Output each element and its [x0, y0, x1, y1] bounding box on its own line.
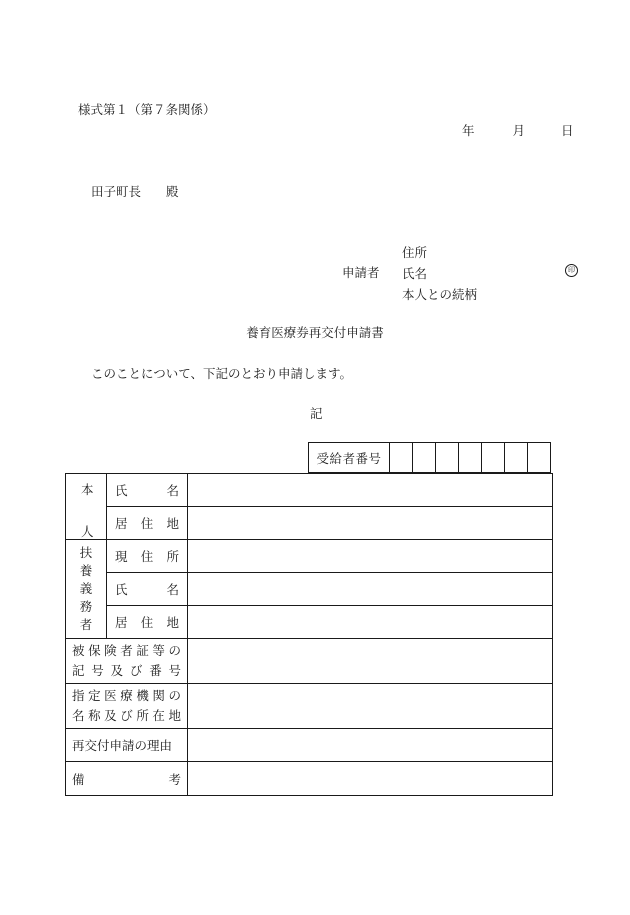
- honnin-residence-field[interactable]: [188, 507, 553, 540]
- body-text: このことについて、下記のとおり申請します。: [91, 366, 353, 381]
- addressee: 田子町長 殿: [91, 184, 179, 199]
- label-line: 被 保 険 者 証 等 の: [72, 643, 181, 658]
- recipient-digit-box[interactable]: [482, 443, 505, 473]
- recipient-digit-box[interactable]: [505, 443, 528, 473]
- applicant-label: 申請者: [342, 265, 380, 280]
- date-line: [462, 121, 573, 139]
- fuyo-name-label: 氏 名: [107, 573, 188, 606]
- date-month-label: 月: [512, 123, 525, 138]
- recipient-digit-box[interactable]: [528, 443, 551, 473]
- reissue-reason-label: 再交付申請の理由: [66, 729, 188, 762]
- insurance-number-label: [66, 639, 188, 684]
- label-line: 記 号 及 び 番 号: [72, 663, 181, 678]
- reissue-reason-field[interactable]: [188, 729, 553, 762]
- applicant-relationship-label: 本人との続柄: [402, 287, 478, 302]
- recipient-digit-box[interactable]: [413, 443, 436, 473]
- medical-institution-field[interactable]: [188, 684, 553, 729]
- applicant-fields: [402, 242, 477, 305]
- recipient-number-label: 受給者番号: [309, 443, 390, 473]
- fuyo-gimusha-header: 扶 養 義 務 者: [66, 540, 107, 639]
- recipient-digit-box[interactable]: [436, 443, 459, 473]
- recipient-number-table: [308, 442, 551, 473]
- honnin-name-label: 氏 名: [107, 474, 188, 507]
- fuyo-residence-label: 居 住 地: [107, 606, 188, 639]
- applicant-name-label: 氏名: [402, 266, 428, 281]
- application-table: [65, 473, 553, 796]
- label-line: 指 定 医 療 機 関 の: [72, 688, 181, 703]
- fuyo-name-field[interactable]: [188, 573, 553, 606]
- honnin-char: 本: [81, 482, 94, 497]
- honnin-name-field[interactable]: [188, 474, 553, 507]
- fuyo-current-address-field[interactable]: [188, 540, 553, 573]
- date-year-label: 年: [462, 123, 475, 138]
- seal-icon: 印: [565, 264, 578, 277]
- honnin-residence-label: 居 住 地: [107, 507, 188, 540]
- ki-label: 記: [310, 406, 323, 421]
- fuyo-residence-field[interactable]: [188, 606, 553, 639]
- remarks-label: 備 考: [66, 762, 188, 796]
- document-title: 養育医療券再交付申請書: [246, 325, 384, 340]
- remarks-field[interactable]: [188, 762, 553, 796]
- medical-institution-label: [66, 684, 188, 729]
- honnin-char: 人: [81, 524, 94, 539]
- label-line: 名 称 及 び 所 在 地: [72, 708, 181, 723]
- insurance-number-field[interactable]: [188, 639, 553, 684]
- date-day-label: 日: [560, 123, 574, 138]
- form-number: 様式第１（第７条関係）: [78, 102, 216, 117]
- fuyo-current-address-label: 現 住 所: [107, 540, 188, 573]
- applicant-address-label: 住所: [402, 245, 428, 260]
- recipient-digit-box[interactable]: [390, 443, 413, 473]
- recipient-digit-box[interactable]: [459, 443, 482, 473]
- honnin-header: [66, 474, 107, 540]
